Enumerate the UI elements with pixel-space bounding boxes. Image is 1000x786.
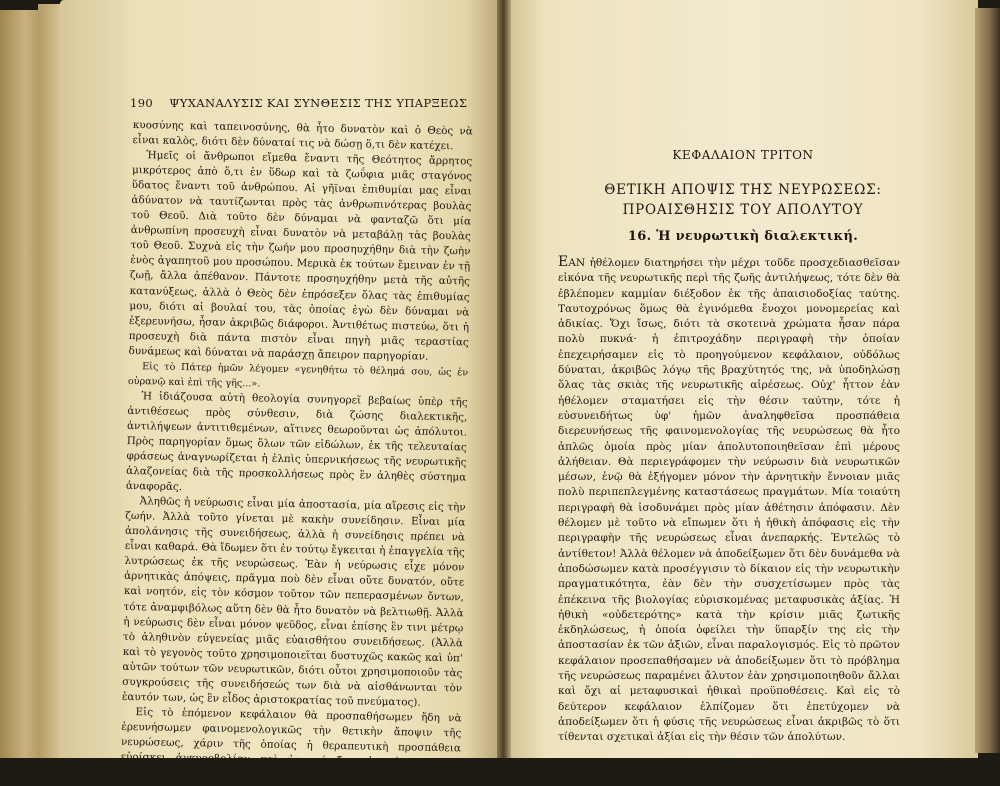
book-gutter — [497, 0, 511, 758]
left-paragraph: Εἰς τὸ ἑπόμενον κεφάλαιον θὰ προσπαθήσωμεν ἤδη νὰ ἐρευνήσωμεν φαινομενολογικῶς τὴν θετικὴν ἄποψιν τῆς νευρώσεως, χάριν τῆς ὁποίας ἡ θεραπευτικὴ προσπάθεια εὑρίσκει ἀγκυροβολίαν καὶ ὑποστήριξιν εἰς τὴν ψυχικὴν κατάστασιν τοῦ νευρωτικοῦ ἀνθρώπου. — [120, 705, 462, 782]
left-running-header — [130, 96, 468, 110]
left-paragraph: Ἀληθῶς ἡ νεύρωσις εἶναι μία ἀποστασία, μία αἵρεσις εἰς τὴν ζωήν. Ἀλλὰ τοῦτο γίνεται μὲ κακὴν συνείδησιν. Εἶναι μία ἀπολάνησις τῆς συνειδήσεως, ἀλλὰ ἡ συνείδησις πρέπει νὰ εἶναι καθαρά. Θὰ ἴδωμεν ὅτι ἐν τούτῳ ἔγκειται ἡ ἐπαγγελία τῆς λυτρώσεως ἐκ τῆς νευρώσεως. Ἐὰν ἡ νεύρωσις εἶχε μόνον ἀρνητικὰς ἀπόψεις, πρᾶγμα ποὺ δὲν εἶναι οὔτε δυνατόν, οὔτε καὶ νοητόν, εἰς τὸν κόσμον τοῦτον τῶν πεπερασμένων ὄντων, τότε ἀναμφιβόλως αὕτη δὲν θὰ ἦτο δυνατὸν νὰ βελτιωθῇ. Ἀλλὰ ἡ νεύρωσις δὲν εἶναι μόνον ψεῦδος, εἶναι ἐπίσης ἓν τινι μέτρῳ τὸ ἀληθινὸν εὐγενείας μιᾶς εὐαισθήτου συνειδήσεως. (Ἀλλὰ καὶ τὸ γεγονὸς τοῦτο χρησιμοποιεῖται δυστυχῶς κακῶς καὶ ὑπ' αὐτῶν τούτων τῶν νευρωτικῶν, διότι οὗτοι χρησιμοποιοῦν τὰς συγκρούσεις τῆς συνειδήσεώς των διὰ νὰ αἰσθάνωνται τὸν ἑαυτόν των, ὡς ἓν εἶδος ἀριστοκρατίας τοῦ πνεύματος). — [121, 495, 466, 709]
chapter-title-line-2: ΠΡΟΑΙΣΘΗΣΙΣ ΤΟΥ ΑΠΟΛΥΤΟΥ — [622, 202, 864, 218]
left-paragraph: Ἠμεῖς οἱ ἄνθρωποι εἴμεθα ἔναντι τῆς Θεότητος ἄρρητος μικρότερος ἀπὸ ὅ,τι ἐν ὕδωρ καὶ τὰ ζωΰφια μιᾶς σταγόνος ὕδατος ἔναντι τοῦ ἀνθρώπου. Αἱ γῆϊναι ἐπιθυμίαι μας εἶναι ἀδύνατον νὰ ταυτίζωνται πρὸς τὰς ἀνθρωπινότερας βουλὰς τοῦ Θεοῦ. Διὰ τοῦτο δὲν δύναμαι νὰ φανταζῶ ὅτι μία ἀνθρωπίνη προσευχὴ εἶναι δυνατὸν νὰ μεταβάλῃ τὰς βουλὰς τοῦ Θεοῦ. Συχνὰ εἰς τὴν ζωήν μου προσηυχήθην διὰ τὴν ζωὴν ἑνὸς ἀγαπητοῦ μου προσώπου. Μερικὰ ἐκ τούτων ἔμειναν ἐν τῇ ζωῇ, ἄλλα ἀπέθανον. Πάντοτε προσηυχήθην μετὰ τῆς αὐτῆς κατανύξεως, ἀλλὰ ὁ Θεὸς δὲν ἐπρόσεξεν ὅλας τὰς ἐπιθυμίας μου, διότι αἱ βουλαί του, τὰς ὁποίας ἐγὼ δὲν δύναμαι νὰ ἐξερευνήσω, ἦσαν ἀκριβῶς διάφοροι. Ἀντιθέτως πιστεύω, ὅτι ἡ προσευχὴ διὰ πάντα πιστὸν εἶναι πηγὴ μιᾶς τεραστίας δυνάμεως καὶ δύναται νὰ παράσχῃ ἄπειρον παρηγορίαν. — [128, 149, 473, 363]
right-page-edge — [975, 8, 1000, 753]
right-paragraph — [558, 255, 900, 746]
right-paragraph-text: ΑΝ ἠθέλομεν διατηρήσει τὴν μέχρι τοῦδε προσχεδιασθεῖσαν εἰκόνα τῆς νευρωτικῆς περὶ τῆς ζωῆς ἀντιλήψεως, τότε δὲν θὰ ἐβλέπομεν καμμίαν διέξοδον ἐκ τῆς ἀπαισιοδοξίας ταύτης. Ταυτοχρόνως ὅμως θὰ ἐγινόμεθα ἔνοχοι μονομερείας καὶ ἀδικίας. Ὄχι ἴσως, διότι τὰ σκοτεινὰ χρώματα ἦσαν πάρα πολὺ πυκνά· ἡ ἐπιτροχάδην περιγραφὴ τὴν ὁποίαν ἐπεχειρήσαμεν εἰς τὸ προηγούμενον κεφάλαιον, οὐδόλως δύναται, ἀκριβῶς λόγῳ τῆς βραχύτητός της, νὰ ὑποδηλώσῃ ὅλας τὰς σκιὰς τῆς νευρωτικῆς αἱρέσεως. Οὐχ' ἧττον ἐὰν ἠθέλομεν σταματήσει εἰς τὴν θέσιν ταύτην, τότε ἡ εὐσυνειδήτως ὑφ' ἡμῶν ἀναληφθεῖσα προσπάθεια διερευνήσεως τῆς φαινομενολογίας τῆς νευρώσεως θὰ ἦτο ἁπλῶς ὁμοία πρὸς μίαν ἀπολυτοποιηθεῖσαν ἐπὶ μέρους ἀλήθειαν. Θὰ περιεγράφομεν τὴν νεύρωσιν διὰ νευρωτικῶν μέσων, ἐνῷ θὰ ἐξήγομεν μόνον τὴν ἀρνητικὴν ἔννοιαν μιᾶς πολὺ περιπεπλεγμένης καταστάσεως πραγμάτων. Μία τοιαύτη περιγραφὴ θὰ ἰσοδυνάμει πρὸς μίαν ἀθέτησιν ἀπόφασιν. Δὲν θέλομεν μὲ τοῦτο νὰ εἴπωμεν ὅτι ἡ ἠθικὴ ἀπόφασις εἰς τὴν περιγραφὴν τῆς νευρώσεως εἶναι ἀνεπαρκής. Ἐντελῶς τὸ ἀντίθετον! Ἀλλὰ θέλομεν νὰ ἀποδείξωμεν ὅτι δὲν δυνάμεθα νὰ ἀποδώσωμεν κατὰ προσέγγισιν τὸ δίκαιον εἰς τὴν νευρωτικὴν πραγματικότητα, ἐὰν δὲν τὴν συσχετίσωμεν πρὸς τὰς ἐπέκεινα τῆς βιολογίας εὑρισκομένας μεταφυσικὰς ἀξίας. Ἡ ἠθικὴ «οὐδετερότης» κατὰ τὴν κρίσιν μιᾶς ζωτικῆς ἐκδηλώσεως, ἡ ὁποία ὀφείλει τὴν ὕπαρξίν της εἰς τὴν ἀποστασίαν ἐκ τῶν ἀξιῶν, εἶναι παραλογισμός. Εἰς τὸ πρῶτον κεφάλαιον προσεπαθήσαμεν νὰ ἀποδείξωμεν ὅτι τὸ πρόβλημα τῆς νευρώσεως παραμένει ἄλυτον ἐὰν χρησιμοποιηθοῦν ἄλλαι καὶ ὄχι αἱ μεταφυσικαὶ ἠθικαὶ προϋποθέσεις. Καὶ εἰς τὸ δεύτερον κεφάλαιον ἐλπίζομεν ὅτι ἐπετύχομεν νὰ ἀποδείξωμεν ὅτι ἡ φύσις τῆς νευρώσεως εἶναι ἀκριβῶς τὸ ὅτι τίθενται σχετικαὶ ἀξίαι εἰς τὴν θέσιν τῶν ἀπολύτων. — [558, 257, 900, 744]
chapter-title-line-1: ΘΕΤΙΚΗ ΑΠΟΨΙΣ ΤΗΣ ΝΕΥΡΩΣΕΩΣ: — [604, 182, 882, 198]
left-quote-paragraph: Εἰς τὸ Πάτερ ἡμῶν λέγομεν «γενηθήτω τὸ θέλημά σου, ὡς ἐν οὐρανῷ καὶ ἐπὶ τῆς γῆς...». — [127, 360, 469, 390]
chapter-label: ΚΕΦΑΛΑΙΟΝ ΤΡΙΤΟΝ — [672, 148, 814, 162]
left-paragraph: Ἡ ἰδιάζουσα αὐτὴ θεολογία συνηγορεῖ βεβαίως ὑπὲρ τῆς ἀντιθέσεως πρὸς σύνθεσιν, διὰ ζώσης διαλεκτικῆς, ἀντιλήψεων ἀντιτιθεμένων, αἵτινες θεωροῦνται ὡς ἀπόλυτοι. Πρὸς παρηγορίαν ὅμως ὅλων τῶν εἰδώλων, ἐκ τῆς τελευταίας φράσεως ἀναγνωρίζεται ἡ ἐλπὶς ὑπερνικήσεως τῆς νευρωτικῆς ἀλαζονείας διὰ τῆς προσκολλήσεως πρὸς ἓν ἀληθὲς σύστημα ἀναφορᾶς. — [125, 390, 468, 494]
left-paragraph: κυοσύνης καὶ ταπεινοσύνης, θὰ ἦτο δυνατὸν καὶ ὁ Θεὸς νὰ εἶναι καλὸς, διότι δὲν δύναταί τις νὰ δώσῃ ὅ,τι δὲν κατέχει. — [132, 118, 473, 153]
drop-cap: Ε — [558, 254, 569, 270]
running-header-title: ΨΥΧΑΝΑΛΥΣΙΣ ΚΑΙ ΣΥΝΘΕΣΙΣ ΤΗΣ ΥΠΑΡΞΕΩΣ — [169, 96, 468, 110]
section-title: 16. Ἡ νευρωτικὴ διαλεκτική. — [627, 229, 859, 244]
page-number: 190 — [130, 96, 154, 110]
right-page-body — [558, 255, 900, 746]
left-page-body — [120, 118, 473, 786]
